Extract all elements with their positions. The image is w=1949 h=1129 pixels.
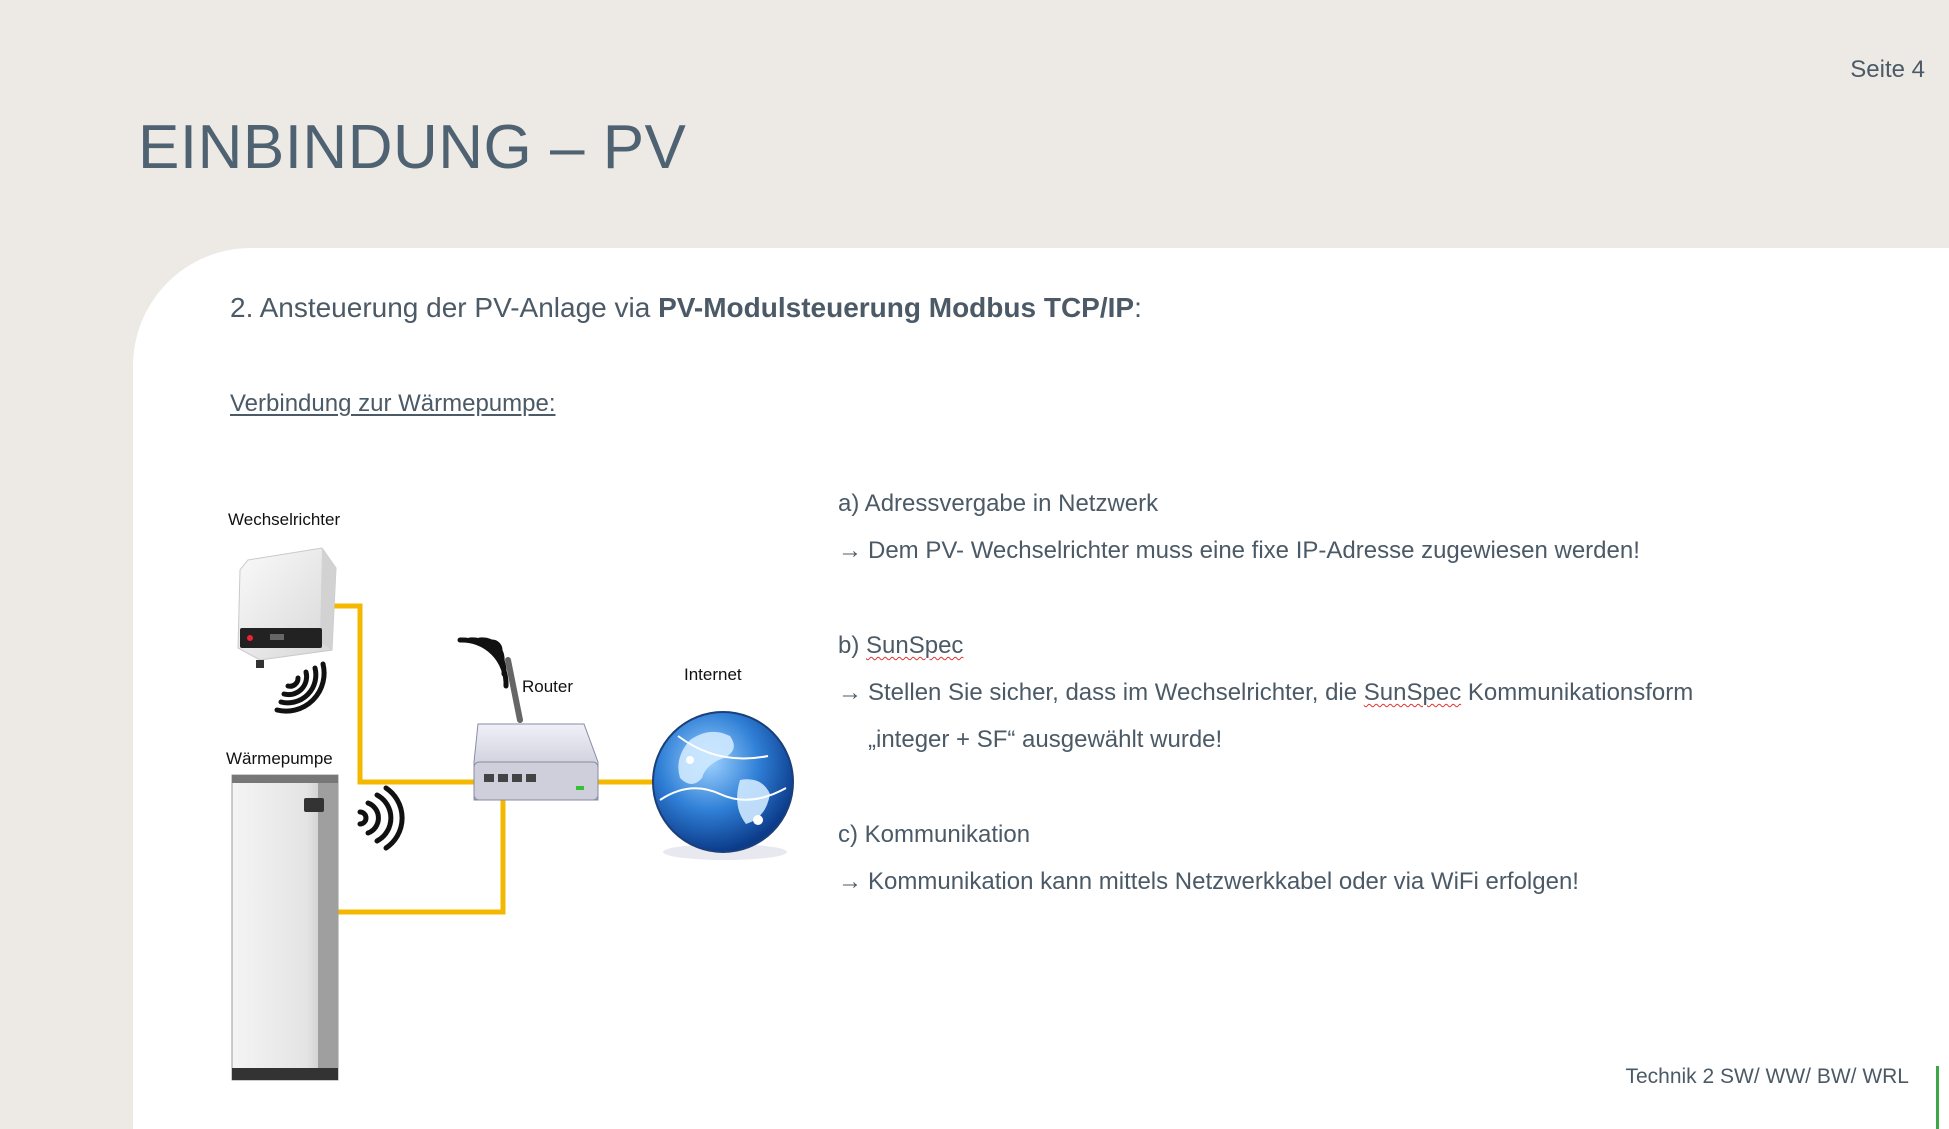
inverter-image — [238, 548, 336, 668]
info-list — [838, 480, 1898, 905]
globe-icon — [653, 712, 793, 860]
item-c-text-content: Kommunikation kann mittels Netzwerkkabel oder via WiFi erfolgen! — [868, 868, 1579, 895]
item-b-prefix: b) — [838, 632, 867, 659]
network-diagram — [220, 500, 810, 1090]
item-b-term: SunSpec — [866, 632, 964, 659]
section-label: Verbindung zur Wärmepumpe: — [230, 390, 556, 417]
subtitle — [230, 292, 1142, 324]
item-b-text-2: Kommunikationsform — [1461, 679, 1694, 706]
item-a-text — [838, 527, 1898, 574]
item-a-text-content: Dem PV- Wechselrichter muss eine fixe IP-Adresse zugewiesen werden! — [868, 537, 1640, 564]
item-b-text-term: SunSpec — [1363, 679, 1462, 706]
wifi-icon — [360, 788, 402, 848]
item-b-text — [838, 669, 1898, 716]
internet-label: Internet — [684, 665, 742, 684]
item-a-heading: a) Adressvergabe in Netzwerk — [838, 490, 1159, 517]
wifi-icon — [460, 640, 506, 686]
footer-text: Technik 2 SW/ WW/ BW/ WRL — [1625, 1065, 1909, 1088]
subtitle-suffix: : — [1134, 292, 1142, 323]
arrow-icon: → — [838, 868, 862, 895]
heatpump-image — [232, 775, 338, 1080]
slide-title: EINBINDUNG – PV — [138, 113, 687, 182]
inverter-label: Wechselrichter — [228, 510, 341, 529]
cable-inverter-router — [322, 606, 482, 782]
wifi-icon — [277, 664, 324, 711]
subtitle-bold: PV-Modulsteuerung Modbus TCP/IP — [658, 292, 1135, 323]
item-b-heading — [838, 622, 1898, 669]
footer-accent-bar — [1936, 1066, 1939, 1129]
item-c-heading: c) Kommunikation — [838, 821, 1031, 848]
arrow-icon: → — [838, 679, 862, 706]
heatpump-label: Wärmepumpe — [226, 749, 333, 768]
item-b-text-line2: „integer + SF“ ausgewählt wurde! — [868, 726, 1223, 753]
item-b-text-1: Stellen Sie sicher, dass im Wechselrichter, die — [868, 679, 1364, 706]
subtitle-prefix: 2. Ansteuerung der PV-Anlage via — [230, 292, 659, 323]
page-number: Seite 4 — [1850, 56, 1925, 83]
item-c-text — [838, 858, 1898, 905]
arrow-icon: → — [838, 537, 862, 564]
router-label: Router — [522, 677, 574, 696]
